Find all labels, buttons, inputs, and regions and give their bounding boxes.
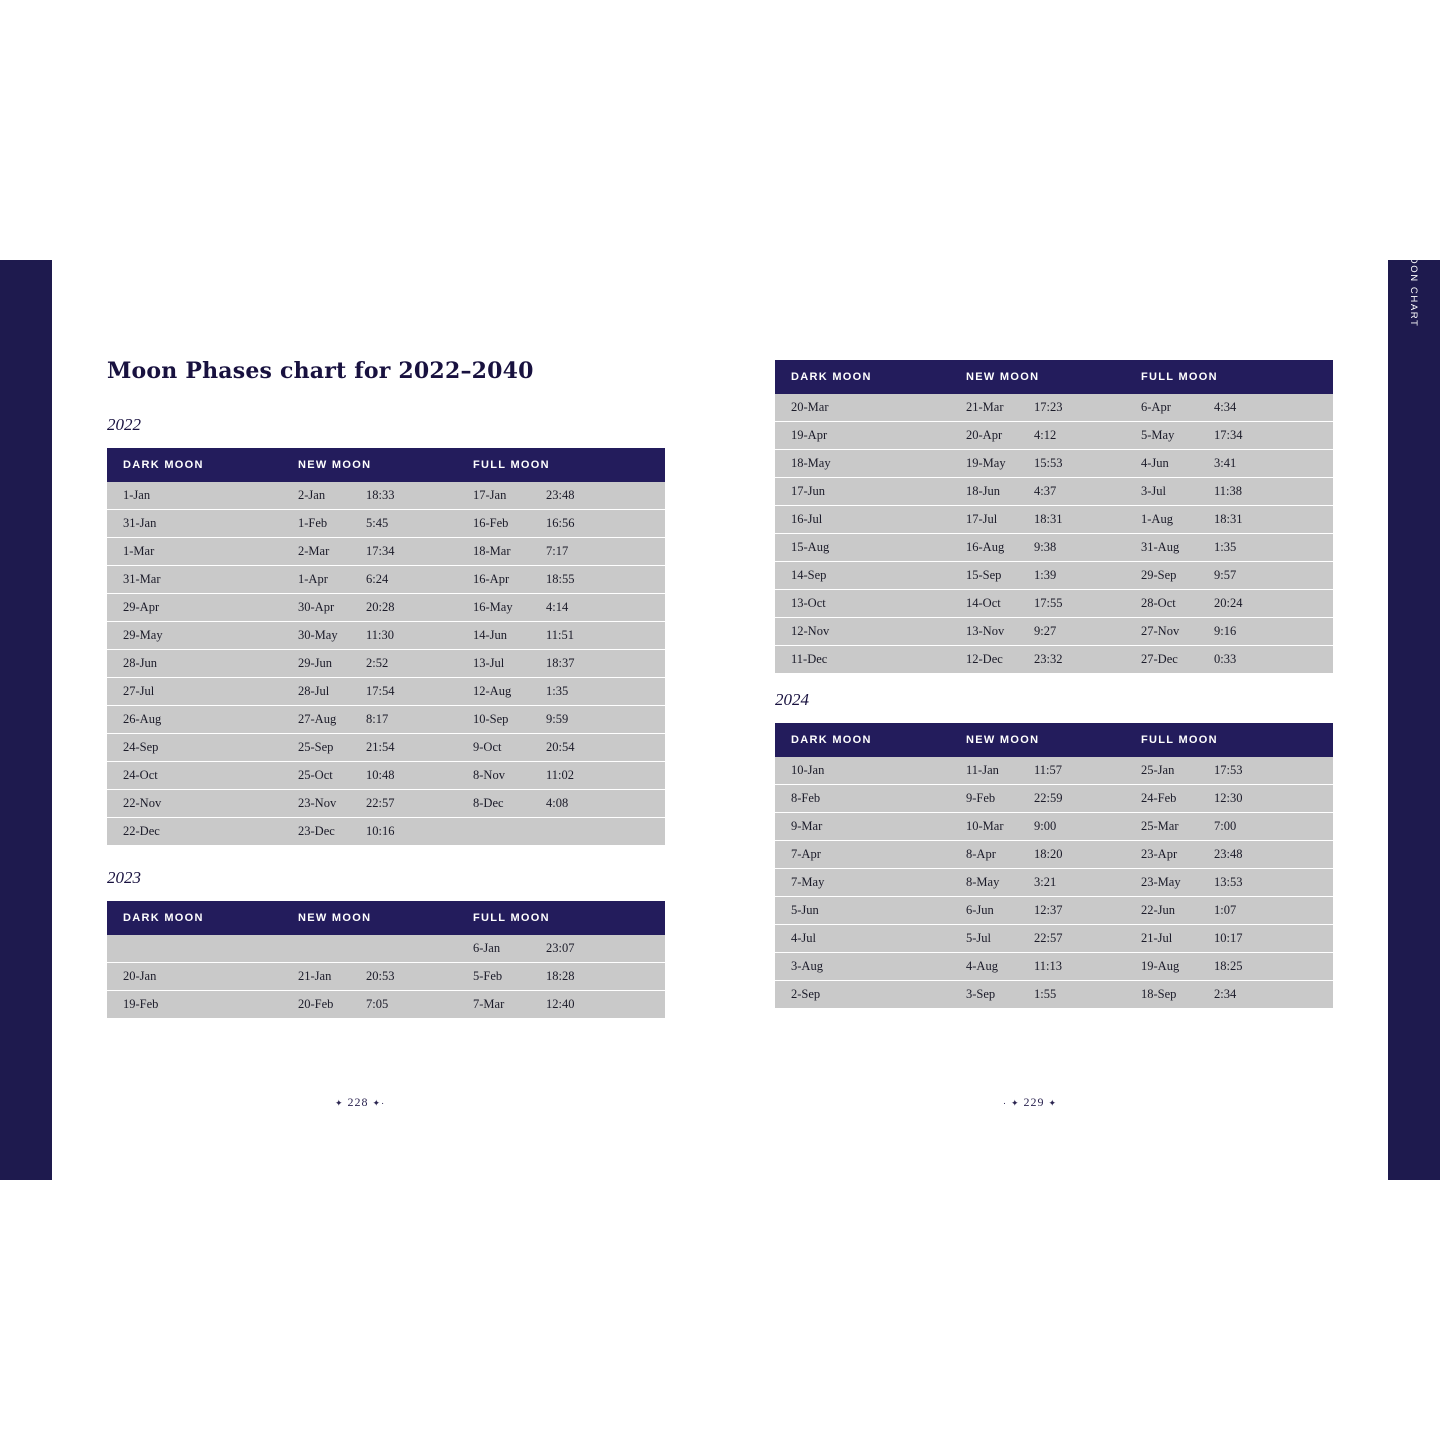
table-cell: 1:35	[1210, 534, 1333, 562]
table-cell: 20:54	[542, 734, 665, 762]
table-cell: 11:38	[1210, 478, 1333, 506]
table-cell: 29-May	[107, 622, 282, 650]
table-cell: 5-Feb	[457, 963, 542, 991]
table-cell: 31-Aug	[1125, 534, 1210, 562]
table-cell: 4-Jun	[1125, 450, 1210, 478]
table-cell: 3-Sep	[950, 981, 1030, 1009]
table-cell	[457, 818, 542, 846]
right-edge-label: UNIVERSAL DARK, NEW AND FULL MOON CHART	[1408, 40, 1419, 328]
table-cell: 5-Jul	[950, 925, 1030, 953]
table-cell: 5-Jun	[775, 897, 950, 925]
table-cell: 12-Nov	[775, 618, 950, 646]
table-cell: 9:38	[1030, 534, 1125, 562]
table-row	[775, 785, 1333, 813]
right-edge-bar	[1388, 260, 1440, 1180]
table-cell: 12-Dec	[950, 646, 1030, 674]
table-cell: 14-Sep	[775, 562, 950, 590]
table-cell: 11:57	[1030, 757, 1125, 785]
table-cell: 16-May	[457, 594, 542, 622]
table-row	[775, 646, 1333, 674]
star-icon: ·	[381, 1098, 386, 1109]
table-cell: 17:34	[1210, 422, 1333, 450]
table-cell: 18:20	[1030, 841, 1125, 869]
table-cell: 28-Oct	[1125, 590, 1210, 618]
column-header: FULL MOON	[457, 448, 665, 482]
table-row	[775, 534, 1333, 562]
table-cell: 12:37	[1030, 897, 1125, 925]
table-row	[775, 813, 1333, 841]
table-cell: 4:14	[542, 594, 665, 622]
moon-phase-table	[775, 723, 1333, 1009]
column-header: DARK MOON	[775, 360, 950, 394]
table-cell: 23:48	[1210, 841, 1333, 869]
table-cell: 20-Jan	[107, 963, 282, 991]
table-row	[107, 594, 665, 622]
star-icon: ·	[1003, 1098, 1007, 1109]
table-cell: 20:53	[362, 963, 457, 991]
year-table-block	[775, 360, 1333, 674]
table-cell: 8-Nov	[457, 762, 542, 790]
star-icon: ✦	[1048, 1097, 1058, 1108]
table-cell: 18:25	[1210, 953, 1333, 981]
table-row	[107, 482, 665, 510]
table-cell: 22:59	[1030, 785, 1125, 813]
table-cell: 17:54	[362, 678, 457, 706]
table-cell: 7:00	[1210, 813, 1333, 841]
year-label: 2023	[107, 868, 141, 887]
year-table-block	[107, 868, 665, 1019]
table-cell: 20-Feb	[282, 991, 362, 1019]
star-icon: ✦	[335, 1097, 344, 1108]
table-cell: 29-Jun	[282, 650, 362, 678]
table-cell: 29-Sep	[1125, 562, 1210, 590]
table-cell: 1:07	[1210, 897, 1333, 925]
table-header-row	[775, 360, 1333, 394]
table-row	[775, 841, 1333, 869]
table-cell: 9-Oct	[457, 734, 542, 762]
table-cell: 8-Feb	[775, 785, 950, 813]
table-row	[107, 790, 665, 818]
moon-phase-table	[775, 360, 1333, 674]
table-row	[775, 618, 1333, 646]
table-cell: 0:33	[1210, 646, 1333, 674]
table-cell: 22-Jun	[1125, 897, 1210, 925]
table-cell: 3:21	[1030, 869, 1125, 897]
table-cell: 9:59	[542, 706, 665, 734]
table-cell: 24-Oct	[107, 762, 282, 790]
table-cell: 16-Aug	[950, 534, 1030, 562]
table-cell: 2-Jan	[282, 482, 362, 510]
table-cell: 4:08	[542, 790, 665, 818]
table-row	[107, 818, 665, 846]
table-cell: 23-Dec	[282, 818, 362, 846]
table-cell: 27-Dec	[1125, 646, 1210, 674]
table-cell: 3-Jul	[1125, 478, 1210, 506]
table-row	[107, 935, 665, 963]
moon-phase-table	[107, 901, 665, 1019]
table-cell: 14-Oct	[950, 590, 1030, 618]
table-cell: 10-Mar	[950, 813, 1030, 841]
table-cell: 20-Apr	[950, 422, 1030, 450]
column-header: NEW MOON	[282, 901, 457, 935]
table-row	[775, 562, 1333, 590]
left-page	[52, 260, 720, 1180]
table-cell: 18-Sep	[1125, 981, 1210, 1009]
table-cell: 1:55	[1030, 981, 1125, 1009]
table-cell: 9:16	[1210, 618, 1333, 646]
table-row	[107, 566, 665, 594]
column-header: FULL MOON	[457, 901, 665, 935]
table-cell: 7:05	[362, 991, 457, 1019]
column-header: NEW MOON	[282, 448, 457, 482]
left-edge-bar	[0, 260, 52, 1180]
table-cell: 1-Jan	[107, 482, 282, 510]
table-header-row	[107, 448, 665, 482]
table-cell: 6:24	[362, 566, 457, 594]
table-cell: 7-May	[775, 869, 950, 897]
table-row	[107, 538, 665, 566]
table-cell: 27-Nov	[1125, 618, 1210, 646]
table-cell: 7-Mar	[457, 991, 542, 1019]
table-cell: 15:53	[1030, 450, 1125, 478]
table-row	[775, 506, 1333, 534]
table-cell: 17:55	[1030, 590, 1125, 618]
table-cell: 25-Jan	[1125, 757, 1210, 785]
table-header-row	[107, 901, 665, 935]
table-cell: 18:55	[542, 566, 665, 594]
table-cell: 13-Jul	[457, 650, 542, 678]
table-cell: 27-Aug	[282, 706, 362, 734]
table-cell: 15-Sep	[950, 562, 1030, 590]
table-cell: 20-Mar	[775, 394, 950, 422]
table-cell: 31-Mar	[107, 566, 282, 594]
table-cell: 29-Apr	[107, 594, 282, 622]
table-row	[775, 478, 1333, 506]
table-row	[107, 650, 665, 678]
table-row	[107, 991, 665, 1019]
year-table-block	[107, 415, 665, 846]
table-cell: 12:30	[1210, 785, 1333, 813]
table-row	[775, 757, 1333, 785]
table-cell: 8-May	[950, 869, 1030, 897]
table-cell: 9-Feb	[950, 785, 1030, 813]
table-cell	[107, 935, 282, 963]
table-cell: 4:12	[1030, 422, 1125, 450]
table-cell	[542, 818, 665, 846]
table-cell: 19-Feb	[107, 991, 282, 1019]
table-cell	[282, 935, 362, 963]
column-header: NEW MOON	[950, 723, 1125, 757]
table-cell: 17-Jan	[457, 482, 542, 510]
table-row	[107, 963, 665, 991]
table-cell: 18:31	[1210, 506, 1333, 534]
table-cell: 1:39	[1030, 562, 1125, 590]
table-cell: 12:40	[542, 991, 665, 1019]
table-cell: 4:37	[1030, 478, 1125, 506]
table-cell: 16:56	[542, 510, 665, 538]
table-cell: 18:33	[362, 482, 457, 510]
table-row	[775, 953, 1333, 981]
folio-left	[335, 1095, 385, 1110]
table-cell: 18-Mar	[457, 538, 542, 566]
table-row	[775, 422, 1333, 450]
year-label: 2022	[107, 415, 141, 434]
table-row	[775, 897, 1333, 925]
table-cell: 18:37	[542, 650, 665, 678]
table-cell: 11:30	[362, 622, 457, 650]
column-header: FULL MOON	[1125, 723, 1333, 757]
table-cell: 17-Jun	[775, 478, 950, 506]
column-header: DARK MOON	[107, 448, 282, 482]
moon-phase-table	[107, 448, 665, 846]
table-cell: 9:27	[1030, 618, 1125, 646]
table-cell: 17:23	[1030, 394, 1125, 422]
table-cell: 10:16	[362, 818, 457, 846]
table-row	[775, 925, 1333, 953]
table-cell: 1-Mar	[107, 538, 282, 566]
table-cell: 4-Jul	[775, 925, 950, 953]
table-cell: 21-Mar	[950, 394, 1030, 422]
table-cell: 2-Sep	[775, 981, 950, 1009]
table-row	[107, 762, 665, 790]
table-row	[775, 394, 1333, 422]
table-cell: 24-Feb	[1125, 785, 1210, 813]
table-cell: 7:17	[542, 538, 665, 566]
table-cell: 1-Feb	[282, 510, 362, 538]
column-header: NEW MOON	[950, 360, 1125, 394]
table-row	[775, 590, 1333, 618]
table-row	[107, 706, 665, 734]
table-cell: 23:48	[542, 482, 665, 510]
table-row	[107, 734, 665, 762]
year-label: 2024	[775, 690, 809, 709]
table-cell: 4-Aug	[950, 953, 1030, 981]
table-cell: 23-Apr	[1125, 841, 1210, 869]
table-cell: 19-May	[950, 450, 1030, 478]
table-cell: 26-Aug	[107, 706, 282, 734]
table-cell: 15-Aug	[775, 534, 950, 562]
table-cell: 10:17	[1210, 925, 1333, 953]
table-cell: 18:31	[1030, 506, 1125, 534]
table-cell: 20:28	[362, 594, 457, 622]
table-cell: 11-Dec	[775, 646, 950, 674]
table-cell: 9-Mar	[775, 813, 950, 841]
table-cell: 20:24	[1210, 590, 1333, 618]
table-cell: 2:34	[1210, 981, 1333, 1009]
table-cell: 2-Mar	[282, 538, 362, 566]
table-cell: 6-Apr	[1125, 394, 1210, 422]
table-cell: 11-Jan	[950, 757, 1030, 785]
table-cell: 8-Dec	[457, 790, 542, 818]
table-cell: 24-Sep	[107, 734, 282, 762]
page-title: Moon Phases chart for 2022–2040	[107, 358, 534, 384]
table-row	[775, 981, 1333, 1009]
table-cell: 6-Jun	[950, 897, 1030, 925]
table-cell	[362, 935, 457, 963]
table-cell: 9:57	[1210, 562, 1333, 590]
table-cell: 23-May	[1125, 869, 1210, 897]
table-cell: 16-Jul	[775, 506, 950, 534]
table-cell: 1:35	[542, 678, 665, 706]
table-cell: 23-Nov	[282, 790, 362, 818]
table-row	[107, 678, 665, 706]
table-cell: 18-Jun	[950, 478, 1030, 506]
table-cell: 23:07	[542, 935, 665, 963]
table-cell: 10-Sep	[457, 706, 542, 734]
table-cell: 16-Apr	[457, 566, 542, 594]
folio-number: 229	[1023, 1095, 1045, 1109]
table-cell: 11:51	[542, 622, 665, 650]
star-icon: ✦	[372, 1097, 382, 1108]
table-cell: 25-Oct	[282, 762, 362, 790]
table-cell: 8:17	[362, 706, 457, 734]
table-cell: 8-Apr	[950, 841, 1030, 869]
table-cell: 6-Jan	[457, 935, 542, 963]
table-cell: 25-Sep	[282, 734, 362, 762]
table-cell: 2:52	[362, 650, 457, 678]
table-cell: 28-Jun	[107, 650, 282, 678]
column-header: FULL MOON	[1125, 360, 1333, 394]
folio-number: 228	[347, 1095, 369, 1109]
table-row	[775, 869, 1333, 897]
table-cell: 19-Apr	[775, 422, 950, 450]
table-cell: 5:45	[362, 510, 457, 538]
table-cell: 16-Feb	[457, 510, 542, 538]
table-cell: 22:57	[1030, 925, 1125, 953]
table-cell: 21:54	[362, 734, 457, 762]
right-page	[720, 260, 1388, 1180]
column-header: DARK MOON	[107, 901, 282, 935]
table-cell: 18-May	[775, 450, 950, 478]
table-cell: 21-Jan	[282, 963, 362, 991]
table-cell: 9:00	[1030, 813, 1125, 841]
table-cell: 4:34	[1210, 394, 1333, 422]
left-edge-label: THE ENCHANTED MOON	[21, 40, 32, 182]
table-cell: 13-Oct	[775, 590, 950, 618]
year-table-block	[775, 690, 1333, 1009]
table-cell: 1-Aug	[1125, 506, 1210, 534]
table-header-row	[775, 723, 1333, 757]
table-cell: 10-Jan	[775, 757, 950, 785]
table-cell: 25-Mar	[1125, 813, 1210, 841]
table-cell: 28-Jul	[282, 678, 362, 706]
table-row	[775, 450, 1333, 478]
table-cell: 22-Nov	[107, 790, 282, 818]
table-cell: 19-Aug	[1125, 953, 1210, 981]
table-cell: 12-Aug	[457, 678, 542, 706]
table-cell: 22-Dec	[107, 818, 282, 846]
table-cell: 22:57	[362, 790, 457, 818]
table-cell: 3:41	[1210, 450, 1333, 478]
table-cell: 17:53	[1210, 757, 1333, 785]
table-cell: 23:32	[1030, 646, 1125, 674]
table-cell: 18:28	[542, 963, 665, 991]
table-cell: 11:13	[1030, 953, 1125, 981]
table-cell: 21-Jul	[1125, 925, 1210, 953]
table-cell: 10:48	[362, 762, 457, 790]
table-cell: 30-Apr	[282, 594, 362, 622]
table-cell: 30-May	[282, 622, 362, 650]
table-row	[107, 622, 665, 650]
table-cell: 13:53	[1210, 869, 1333, 897]
table-cell: 13-Nov	[950, 618, 1030, 646]
table-cell: 17:34	[362, 538, 457, 566]
table-cell: 3-Aug	[775, 953, 950, 981]
table-cell: 27-Jul	[107, 678, 282, 706]
table-cell: 11:02	[542, 762, 665, 790]
table-cell: 7-Apr	[775, 841, 950, 869]
table-cell: 5-May	[1125, 422, 1210, 450]
star-icon: ✦	[1011, 1097, 1020, 1108]
column-header: DARK MOON	[775, 723, 950, 757]
folio-right	[1003, 1095, 1057, 1110]
table-cell: 14-Jun	[457, 622, 542, 650]
table-row	[107, 510, 665, 538]
table-cell: 1-Apr	[282, 566, 362, 594]
table-cell: 17-Jul	[950, 506, 1030, 534]
table-cell: 31-Jan	[107, 510, 282, 538]
